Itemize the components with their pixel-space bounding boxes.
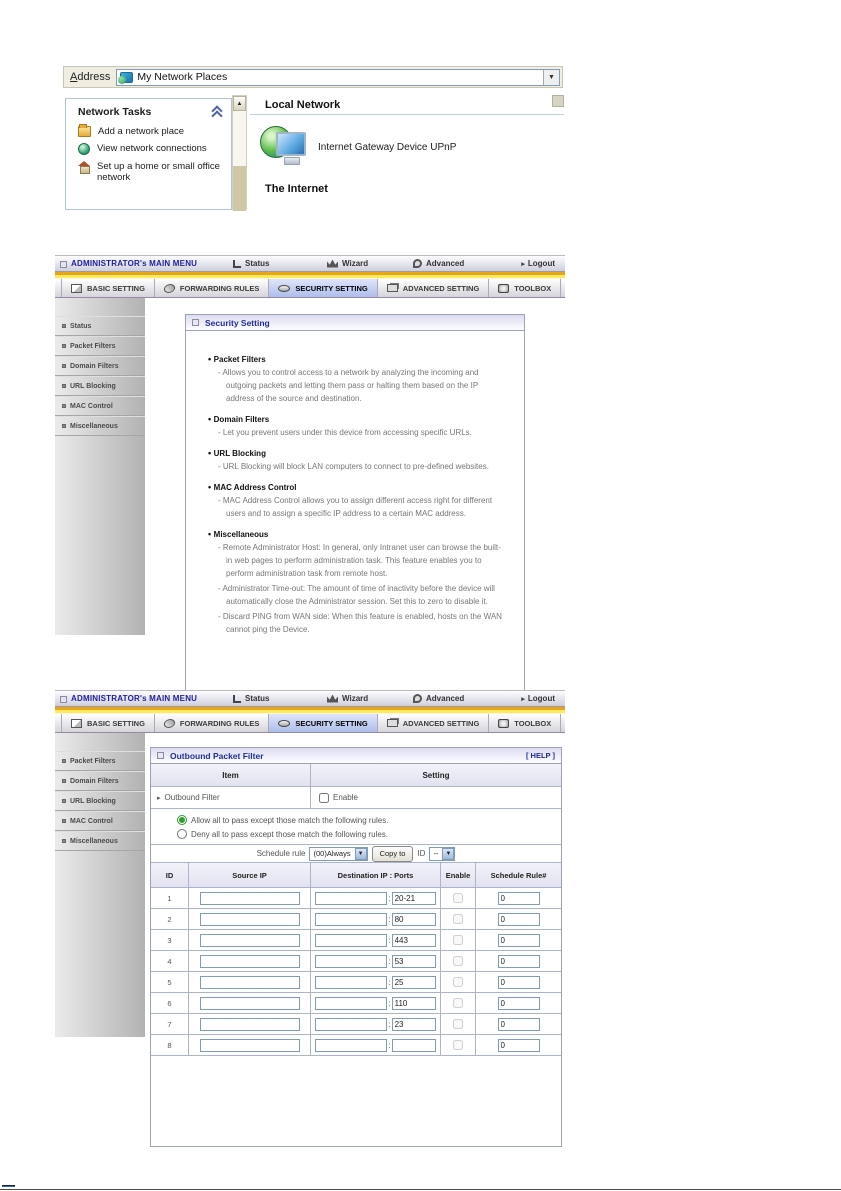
menu-item-advanced[interactable]: Advanced [413, 694, 464, 703]
item-header: Item [151, 764, 311, 786]
rule-id: 4 [151, 951, 189, 971]
table-row: 7 : 23 0 [151, 1014, 561, 1035]
schedule-rule-label: Schedule rule [256, 849, 306, 858]
section-heading: • MAC Address Control [208, 482, 504, 492]
filter-mode-options [151, 809, 561, 845]
menu-item-logout[interactable]: ▸ Logout [521, 259, 555, 268]
page-corner-mark [2, 1185, 15, 1187]
menu-item-logout[interactable]: ▸ Logout [521, 694, 555, 703]
address-dropdown-button[interactable]: ▼ [543, 70, 559, 85]
collapse-chevron-icon[interactable] [210, 107, 223, 118]
tab-forwarding-rules[interactable]: FORWARDING RULES [155, 714, 269, 732]
sidebar-item-url-blocking[interactable]: URL Blocking [55, 791, 145, 811]
schedule-rule-input[interactable] [498, 1039, 540, 1052]
section-text: - Let you prevent users under this device from accessing specific URLs. [218, 426, 504, 439]
item-setting-header [151, 764, 561, 787]
destination-ip-input[interactable] [315, 934, 387, 947]
outbound-packet-filter-panel [150, 747, 562, 1147]
destination-ip-input[interactable] [315, 892, 387, 905]
ports-input[interactable] [392, 955, 436, 968]
schedule-rule-row [151, 845, 561, 863]
admin-main-menu-title: ADMINISTRATOR's MAIN MENU [71, 259, 198, 268]
destination-ip-input[interactable] [315, 955, 387, 968]
section-heading: • Domain Filters [208, 414, 504, 424]
bullet-icon [62, 344, 66, 348]
section-heading: • Miscellaneous [208, 529, 504, 539]
admin-main-menu-title: ADMINISTRATOR's MAIN MENU [71, 694, 198, 703]
enable-checkbox[interactable] [453, 998, 463, 1008]
setting-header: Setting [311, 764, 561, 786]
network-content-panel [248, 95, 564, 212]
internet-gateway-device-item[interactable] [260, 124, 564, 170]
rule-id: 8 [151, 1035, 189, 1055]
toolbox-icon [498, 284, 509, 293]
section-text: - MAC Address Control allows you to assign different access right for different users and to assign a specific IP address to a certain MAC address. [218, 494, 504, 520]
logout-arrow-icon: ▸ [521, 260, 525, 268]
schedule-rule-input[interactable] [498, 976, 540, 989]
sidebar-item-domain-filters[interactable]: Domain Filters [55, 771, 145, 791]
sidebar-item-url-blocking[interactable]: URL Blocking [55, 376, 145, 396]
panel-title: Security Setting [205, 317, 270, 328]
panel-title-bar [186, 315, 524, 331]
table-row: 3 : 443 0 [151, 930, 561, 951]
task-label: Add a network place [98, 126, 185, 137]
tab-advanced-setting[interactable]: ADVANCED SETTING [378, 714, 490, 732]
task-view-network-connections[interactable] [66, 140, 231, 158]
security-setting-icon [278, 720, 290, 727]
task-label: View network connections [97, 143, 207, 154]
section-text: - URL Blocking will block LAN computers to connect to pre-defined websites. [218, 460, 504, 473]
task-setup-home-network[interactable] [66, 158, 231, 186]
sidebar-item-mac-control[interactable]: MAC Control [55, 811, 145, 831]
scrollbar-track[interactable] [233, 111, 246, 166]
schedule-rule-select[interactable]: (00)Always ▼ [309, 847, 367, 861]
menu-item-status[interactable]: Status [233, 694, 269, 703]
chevron-down-icon: ▼ [442, 848, 454, 860]
monitor-stand [284, 157, 300, 165]
bullet-icon [62, 384, 66, 388]
allow-all-radio[interactable] [177, 815, 187, 825]
monitor-icon [276, 132, 306, 156]
rule-id: 7 [151, 1014, 189, 1034]
bullet-icon [62, 819, 66, 823]
tab-security-setting[interactable]: SECURITY SETTING [269, 714, 377, 732]
tab-basic-setting[interactable]: BASIC SETTING [61, 279, 155, 297]
source-ip-input[interactable] [200, 997, 300, 1010]
the-internet-heading: The Internet [265, 183, 328, 195]
explorer-screenshot [63, 64, 564, 212]
sidebar-item-mac-control[interactable]: MAC Control [55, 396, 145, 416]
section-text: - Remote Administrator Host: In general, only Intranet user can browse the built-in web pages to perform administration task. This feature enables you to perform administration task from remote host. [218, 541, 504, 580]
ports-input[interactable] [392, 892, 436, 905]
tab-security-setting[interactable]: SECURITY SETTING [269, 279, 377, 297]
tab-advanced-setting[interactable]: ADVANCED SETTING [378, 279, 490, 297]
bullet-icon [62, 404, 66, 408]
schedule-rule-input[interactable] [498, 955, 540, 968]
panel-square-icon [157, 752, 164, 759]
sidebar-item-domain-filters[interactable]: Domain Filters [55, 356, 145, 376]
ports-input[interactable] [392, 976, 436, 989]
table-row: 5 : 25 0 [151, 972, 561, 993]
address-label: Address [70, 71, 111, 83]
sidebar-item-miscellaneous[interactable]: Miscellaneous [55, 416, 145, 436]
enable-checkbox[interactable] [453, 935, 463, 945]
bullet-icon [62, 759, 66, 763]
panel-square-icon [192, 319, 199, 326]
rules-table-header: ID Source IP Destination IP : Ports Enable Schedule Rule# [151, 863, 561, 888]
menu-square-icon [60, 261, 67, 268]
scrollbar-fragment [552, 95, 564, 107]
tab-toolbox[interactable]: TOOLBOX [489, 714, 561, 732]
panel-title-bar [151, 748, 561, 764]
help-link[interactable]: [ HELP ] [525, 751, 555, 760]
menu-item-wizard[interactable]: Wizard [327, 694, 368, 703]
schedule-rule-input[interactable] [498, 892, 540, 905]
section-text: - Administrator Time-out: The amount of time of inactivity before the device will automatically close the Administrator session. Set this to zero to disable it. [218, 582, 504, 608]
table-row: 4 : 53 0 [151, 951, 561, 972]
enable-checkbox[interactable] [453, 893, 463, 903]
source-ip-input[interactable] [200, 955, 300, 968]
page-edge-line [0, 1189, 841, 1190]
scrollbar-up-button[interactable]: ▲ [233, 96, 246, 111]
page-body [55, 733, 565, 1050]
section-text: - Discard PING from WAN side: When this feature is enabled, hosts on the WAN cannot ping the Device. [218, 610, 504, 636]
menu-item-advanced[interactable]: Advanced [413, 259, 464, 268]
deny-all-radio[interactable] [177, 829, 187, 839]
sidebar-item-packet-filters[interactable]: Packet Filters [55, 336, 145, 356]
source-ip-input[interactable] [200, 1039, 300, 1052]
destination-ip-input[interactable] [315, 997, 387, 1010]
advanced-setting-icon [387, 284, 398, 292]
main-content [145, 298, 565, 635]
table-row: 2 : 80 0 [151, 909, 561, 930]
ports-input[interactable] [392, 913, 436, 926]
admin-menu-bar [55, 255, 565, 272]
wizard-icon [327, 695, 338, 703]
wizard-icon [327, 260, 338, 268]
tab-forwarding-rules[interactable]: FORWARDING RULES [155, 279, 269, 297]
enable-checkbox[interactable] [453, 914, 463, 924]
source-ip-input[interactable] [200, 913, 300, 926]
enable-checkbox[interactable] [453, 977, 463, 987]
advanced-icon [413, 694, 422, 703]
schedule-rule-input[interactable] [498, 934, 540, 947]
table-row: 1 : 20-21 0 [151, 888, 561, 909]
advanced-icon [413, 259, 422, 268]
my-network-places-icon [120, 72, 133, 83]
network-tasks-header[interactable] [66, 99, 231, 123]
accent-stripe [55, 707, 565, 714]
sidebar-item-miscellaneous[interactable]: Miscellaneous [55, 831, 145, 851]
rule-id: 2 [151, 909, 189, 929]
enable-checkbox[interactable] [453, 1040, 463, 1050]
basic-setting-icon [71, 719, 82, 728]
enable-label: Enable [333, 793, 358, 802]
ports-input[interactable] [392, 1039, 436, 1052]
scrollbar[interactable] [232, 95, 247, 210]
task-add-network-place[interactable] [66, 123, 231, 140]
tab-bar [55, 279, 565, 298]
sidebar [55, 733, 145, 1037]
menu-item-status[interactable]: Status [233, 259, 269, 268]
basic-setting-icon [71, 284, 82, 293]
ports-input[interactable] [392, 934, 436, 947]
destination-ip-input[interactable] [315, 1039, 387, 1052]
rules-table [151, 863, 561, 1056]
rule-id: 6 [151, 993, 189, 1013]
admin-menu-bar [55, 690, 565, 707]
table-row: 6 : 110 0 [151, 993, 561, 1014]
table-row: 8 : 0 [151, 1035, 561, 1056]
accent-stripe [55, 272, 565, 279]
bullet-icon [62, 839, 66, 843]
id-label: ID [417, 849, 426, 858]
source-ip-input[interactable] [200, 892, 300, 905]
group-divider [250, 114, 564, 115]
home-network-house-icon [78, 161, 90, 172]
sidebar [55, 298, 145, 635]
forwarding-rules-icon [163, 719, 176, 728]
rule-id: 5 [151, 972, 189, 992]
menu-item-wizard[interactable]: Wizard [327, 259, 368, 268]
bullet-icon [62, 324, 66, 328]
local-network-heading: Local Network [265, 99, 341, 111]
advanced-setting-icon [387, 719, 398, 727]
ports-input[interactable] [392, 997, 436, 1010]
bullet-icon [62, 779, 66, 783]
network-tasks-title: Network Tasks [78, 106, 152, 118]
security-setting-panel [185, 314, 525, 714]
panel-body [186, 331, 524, 636]
section-heading: • Packet Filters [208, 354, 504, 364]
enable-checkbox[interactable] [453, 956, 463, 966]
device-label: Internet Gateway Device UPnP [318, 141, 457, 153]
network-connections-globe-icon [78, 143, 90, 155]
page-body [55, 298, 565, 635]
outbound-filter-row [151, 787, 561, 809]
rule-id: 1 [151, 888, 189, 908]
status-icon [233, 260, 241, 268]
sidebar-item-status[interactable]: Status [55, 316, 145, 336]
menu-square-icon [60, 696, 67, 703]
schedule-rule-input[interactable] [498, 1018, 540, 1031]
bullet-icon [62, 799, 66, 803]
status-icon [233, 695, 241, 703]
source-ip-input[interactable] [200, 934, 300, 947]
tab-bar [55, 714, 565, 733]
copy-to-button[interactable]: Copy to [372, 846, 414, 862]
destination-ip-input[interactable] [315, 1018, 387, 1031]
destination-ip-input[interactable] [315, 976, 387, 989]
outbound-filter-label: Outbound Filter [164, 793, 220, 802]
outbound-filter-enable-checkbox[interactable] [319, 793, 329, 803]
network-tasks-panel [65, 98, 232, 210]
rule-id: 3 [151, 930, 189, 950]
scrollbar-lower-track [233, 166, 246, 211]
tab-basic-setting[interactable]: BASIC SETTING [61, 714, 155, 732]
network-place-folder-icon [78, 126, 91, 137]
schedule-rule-input[interactable] [498, 997, 540, 1010]
forwarding-rules-icon [163, 284, 176, 293]
sidebar-item-packet-filters[interactable]: Packet Filters [55, 751, 145, 771]
address-value: My Network Places [137, 71, 228, 83]
address-input[interactable] [116, 69, 560, 86]
tab-toolbox[interactable]: TOOLBOX [489, 279, 561, 297]
security-setting-screenshot [55, 255, 565, 635]
task-label: Set up a home or small office network [97, 161, 220, 183]
section-text: - Allows you to control access to a network by analyzing the incoming and outgoing packets and letting them pass or halting them based on the IP address of the source and destination. [218, 366, 504, 405]
copy-to-id-select[interactable]: -- ▼ [429, 847, 455, 861]
schedule-rule-input[interactable] [498, 913, 540, 926]
bullet-icon [62, 364, 66, 368]
allow-all-radio-option[interactable]: Allow all to pass except those match the following rules. [177, 813, 561, 827]
source-ip-input[interactable] [200, 1018, 300, 1031]
source-ip-input[interactable] [200, 976, 300, 989]
main-content [145, 733, 565, 1050]
security-setting-icon [278, 285, 290, 292]
destination-ip-input[interactable] [315, 913, 387, 926]
deny-all-radio-option[interactable]: Deny all to pass except those match the following rules. [177, 827, 561, 841]
address-bar [63, 66, 563, 88]
toolbox-icon [498, 719, 509, 728]
section-heading: • URL Blocking [208, 448, 504, 458]
internet-gateway-device-icon [260, 124, 312, 170]
panel-title: Outbound Packet Filter [170, 750, 264, 761]
bullet-icon [62, 424, 66, 428]
chevron-down-icon: ▼ [355, 848, 367, 860]
logout-arrow-icon: ▸ [521, 695, 525, 703]
ports-input[interactable] [392, 1018, 436, 1031]
arrow-icon: ▸ [157, 794, 161, 802]
outbound-packet-filter-screenshot [55, 690, 565, 1050]
enable-checkbox[interactable] [453, 1019, 463, 1029]
